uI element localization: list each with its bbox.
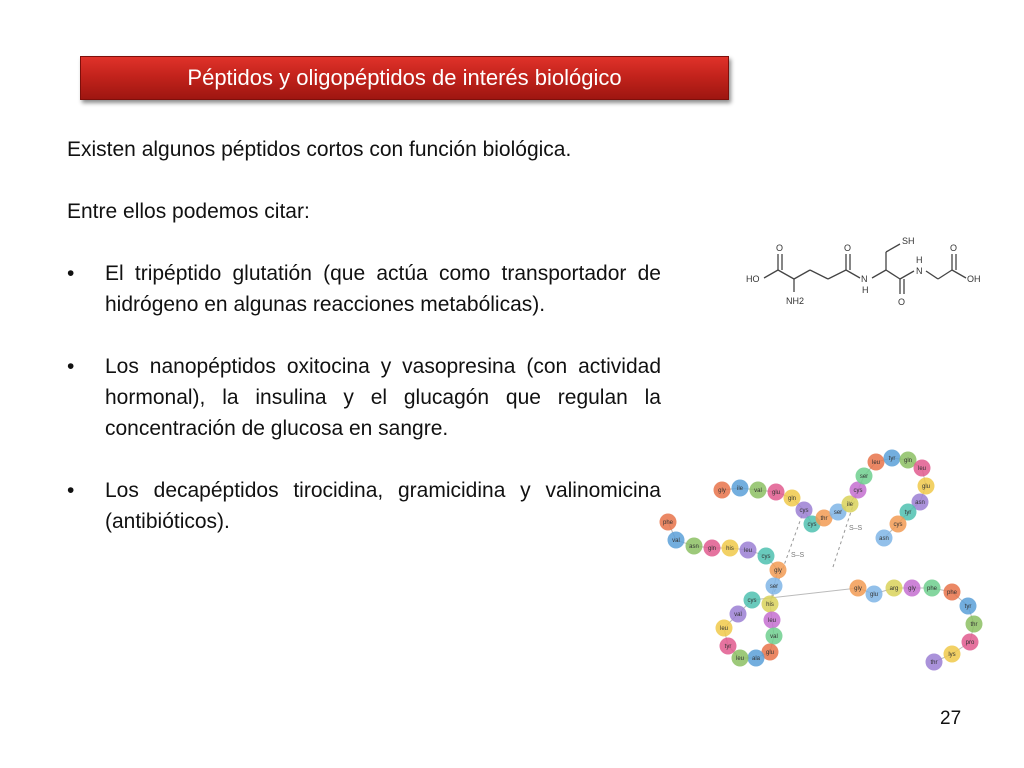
mol-label-nh2: NH2: [786, 296, 805, 306]
chain-a-residue-label: gln: [787, 496, 797, 502]
chain-a-residue-label: cys: [893, 522, 903, 528]
mol-label-sh: SH: [902, 236, 915, 246]
mol-label-oh: OH: [967, 274, 981, 284]
chain-a-residue-label: asn: [879, 536, 889, 542]
chain-a-residue-label: thr: [820, 516, 828, 522]
mol-label-ho: HO: [746, 274, 760, 284]
mol-label-o: O: [898, 297, 906, 307]
chain-a-residue-label: cys: [853, 488, 863, 494]
disulfide-label: S–S: [791, 552, 805, 559]
slide-title-banner: [80, 56, 729, 100]
insulin-chain-illustration: [652, 448, 997, 683]
chain-a-residue-label: cys: [807, 522, 817, 528]
chain-b-residue-label: gln: [707, 546, 717, 552]
chain-a-residue-label: gln: [903, 458, 913, 464]
chain-b-residue-label: thr: [970, 622, 978, 628]
mol-label-n: N: [916, 266, 923, 276]
chain-a-residue-label: ser: [859, 474, 869, 480]
mol-label-o: O: [776, 243, 784, 253]
chain-a-residue-label: glu: [771, 490, 781, 496]
chain-b-residue-label: leu: [767, 618, 777, 624]
chain-a-residue-label: ile: [736, 486, 744, 492]
chain-a-residue-label: cys: [799, 508, 809, 514]
bullet-text: Los decapéptidos tirocidina, gramicidina y valinomicina (antibióticos).: [105, 479, 661, 533]
chain-b-residue-label: ala: [751, 656, 761, 662]
slide-number: 27: [940, 708, 962, 729]
bullet-item-glutathione: [67, 258, 661, 320]
chain-b-residue-label: gly: [774, 568, 782, 574]
chain-a-residue-label: leu: [917, 466, 927, 472]
chain-b-residue-label: val: [770, 634, 778, 640]
chain-b-residue-label: cys: [761, 554, 771, 560]
lead-paragraph: Entre ellos podemos citar:: [67, 200, 310, 223]
chain-b-residue-label: lys: [948, 652, 956, 658]
chain-a-residue-label: gly: [718, 488, 726, 494]
slide-body: [67, 134, 661, 537]
mol-label-h: H: [862, 285, 869, 295]
chain-b-residue-label: phe: [662, 520, 674, 526]
glutathione-structure: [738, 230, 988, 320]
intro-paragraph: Existen algunos péptidos cortos con función biológica.: [67, 138, 572, 161]
chain-a-residue-label: tyr: [888, 456, 896, 462]
chain-b-residue-label: pro: [965, 640, 975, 646]
chain-a-residue-label: glu: [921, 484, 931, 490]
chain-b-residue-label: leu: [719, 626, 729, 632]
chain-b-residue-label: his: [726, 546, 734, 552]
chain-a-residue-label: ser: [833, 510, 843, 516]
mol-label-h: H: [916, 255, 923, 265]
chain-a-residue-label: leu: [871, 460, 881, 466]
bullet-dot: •: [67, 479, 75, 502]
chain-a-residue-label: val: [754, 488, 762, 494]
mol-label-o: O: [844, 243, 852, 253]
chain-b-residue-label: phe: [926, 586, 938, 592]
bullet-item-decapeptides: [67, 475, 661, 537]
bullet-dot: •: [67, 355, 75, 378]
chain-a-residue-label: tyr: [904, 510, 912, 516]
chain-b-residue-label: leu: [743, 548, 753, 554]
chain-b-residue-label: glu: [869, 592, 879, 598]
bullet-item-nanopeptides: [67, 351, 661, 444]
slide-title: Péptidos y oligopéptidos de interés biológico: [187, 65, 622, 90]
chain-b-residue-label: val: [672, 538, 680, 544]
chain-b-residue-label: arg: [889, 586, 899, 592]
mol-label-o: O: [950, 243, 958, 253]
chain-b-residue-label: val: [734, 612, 742, 618]
chain-b-residue-label: asn: [689, 544, 699, 550]
chain-b-residue-label: ser: [769, 584, 779, 590]
chain-b-residue-label: his: [766, 602, 774, 608]
chain-b-residue-label: phe: [946, 590, 958, 596]
chain-a-residue-label: asn: [915, 500, 925, 506]
chain-b-residue-label: glu: [765, 650, 775, 656]
mol-label-n: N: [861, 274, 868, 284]
bullet-text: El tripéptido glutatión (que actúa como transportador de hidrógeno en algunas reacciones metabólicas).: [105, 262, 661, 316]
chain-a-residue-label: ile: [846, 502, 854, 508]
disulfide-label: S–S: [849, 525, 863, 532]
chain-b-residue-label: cys: [747, 598, 757, 604]
chain-b-residue-label: gly: [854, 586, 862, 592]
chain-b-residue-label: tyr: [964, 604, 972, 610]
chain-b-residue-label: gly: [908, 586, 916, 592]
bullet-dot: •: [67, 262, 75, 285]
chain-b-residue-label: leu: [735, 656, 745, 662]
chain-b-residue-label: tyr: [724, 644, 732, 650]
bullet-text: Los nanopéptidos oxitocina y vasopresina (con actividad hormonal), la insulina y el glucagón que regulan la concentración de glucosa en sangre.: [105, 355, 661, 440]
chain-b-residue-label: thr: [930, 660, 938, 666]
